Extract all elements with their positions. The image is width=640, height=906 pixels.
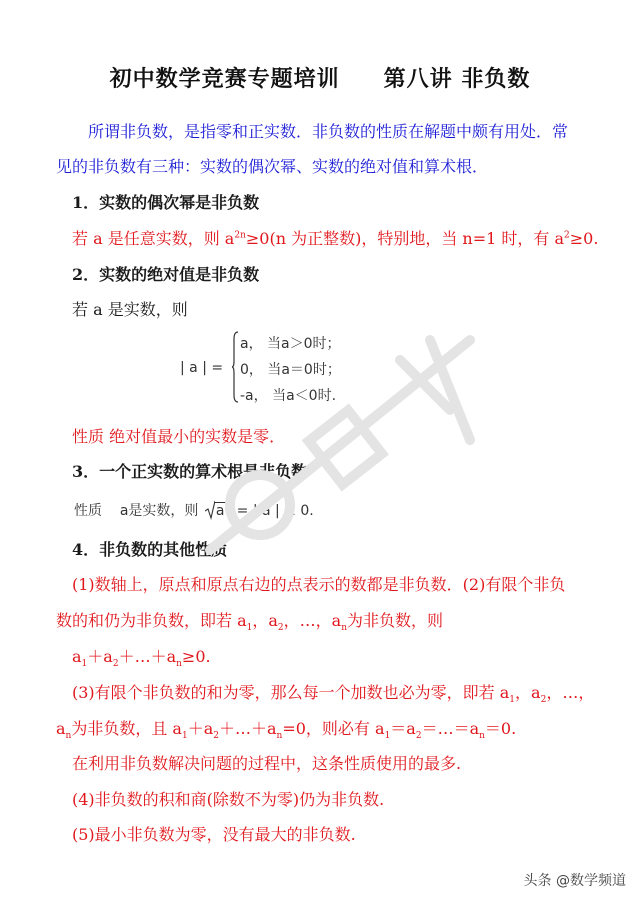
section-4-p5: (5)最小非负数为零，没有最大的非负数. [72,825,356,844]
abs-case-zero: 0， 当a＝0时； [240,362,341,378]
abs-case-positive: a， 当a＞0时； [240,336,341,352]
section-3-property: 性质 a是实数，则 $a^2$ = | a | ≥ 0. [74,502,314,519]
section-4-p3-line3: 在利用非负数解决问题的过程中，这条性质使用的最多. [72,754,462,773]
section-4-p1-line2: 数的和仍为非负数，即若 $a_1$，$a_2$，…，$a_n$为非负数，则 [56,611,444,634]
section-4-p3-line1: (3)有限个非负数的和为零，那么每一个加数也必为零，即若 $a_1$，$a_2$，…， [72,683,595,706]
intro-line-1: 所谓非负数，是指零和正实数．非负数的性质在解题中颇有用处．常 [88,122,569,141]
abs-lhs: | a | = [180,360,224,376]
title-right: 第八讲 非负数 [383,67,531,92]
section-1-heading: 1．实数的偶次幂是非负数 [72,193,260,212]
section-2-heading: 2．实数的绝对值是非负数 [72,265,260,284]
title-left: 初中数学竞赛专题培训 [109,67,340,92]
section-4-heading: 4．非负数的其他性质 [72,540,228,559]
section-3-heading: 3．一个正实数的算术根是非负数 [72,462,308,481]
section-1-statement: 若 a 是任意实数，则 $a^{2n}\ge 0(n$ 为正整数)，特别地，当 n=1 时，有 $a^2\ge 0$. [72,229,599,248]
intro-line-2: 见的非负数有三种：实数的偶次幂、实数的绝对值和算术根． [56,157,489,176]
section-4-p1-line1: (1)数轴上，原点和原点右边的点表示的数都是非负数．(2)有限个非负 [72,575,566,594]
sqrt-symbol: $a^2$ [205,502,232,519]
footer-credit: 头条 @数学频道 [523,873,626,889]
left-brace-icon [232,331,239,403]
section-2-property: 性质 绝对值最小的实数是零． [72,427,286,446]
section-4-p1-line3: $a_1+a_2+\dots+a_n\ge 0$. [72,647,211,670]
section-2-intro: 若 a 是实数，则 [72,300,188,319]
abs-case-negative: -a， 当a＜0时. [240,388,337,404]
page-title [0,62,640,93]
section-4-p3-line2: $a_n$为非负数，且 $a_1+a_2+\dots+a_n=0$，则必有 $a_1=a_2=\dots=a_n=0$. [56,719,517,742]
section-4-p4: (4)非负数的积和商(除数不为零)仍为非负数. [72,790,385,809]
